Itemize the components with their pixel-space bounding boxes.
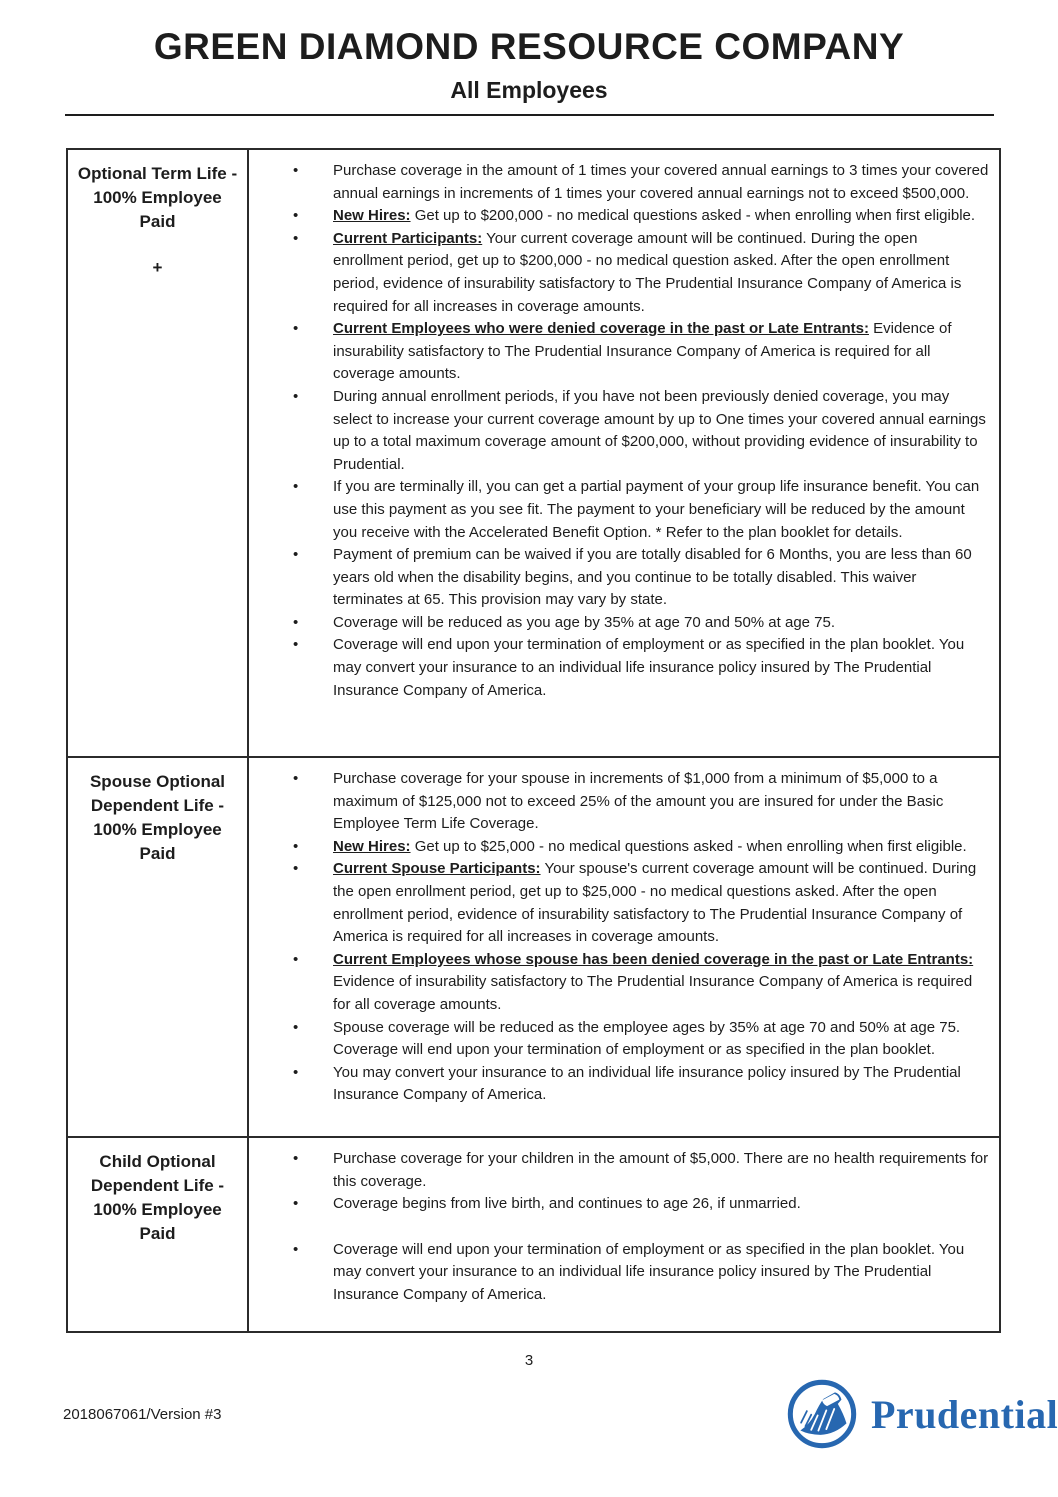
- bullet-icon: •: [293, 546, 299, 564]
- bullet-text: [333, 1148, 997, 1193]
- bullet-item: [249, 1148, 997, 1193]
- page-number: 3: [524, 1352, 534, 1369]
- bullet-body: Get up to $25,000 - no medical questions asked - when enrolling when first eligible.: [414, 837, 967, 855]
- bullet-icon: •: [293, 387, 299, 405]
- bullet-lead: Current Employees whose spouse has been denied coverage in the past or Late Entrants:: [333, 950, 974, 968]
- bullet-icon: •: [293, 613, 299, 631]
- bullet-text: [333, 1062, 997, 1107]
- row-label-text: Spouse Optional Dependent Life - 100% Employee Paid: [89, 772, 226, 863]
- bullet-icon: •: [293, 320, 299, 338]
- bullet-body: Coverage will be reduced as you age by 35% at age 70 and 50% at age 75.: [333, 613, 836, 631]
- bullet-body: During annual enrollment periods, if you have not been previously denied coverage, you may select to increase your current coverage amount by up to One times your covered annual earnings up to a total maximum coverage amount of $200,000, without providing evidence of insurability to Prudential.: [333, 387, 986, 473]
- bullet-icon: •: [293, 1150, 299, 1167]
- benefits-table: [66, 148, 1001, 1333]
- row-content: [249, 150, 999, 756]
- bullet-icon: •: [293, 1063, 299, 1081]
- bullet-text: [333, 1193, 997, 1216]
- table-row: [68, 758, 999, 1138]
- prudential-rock-icon: [786, 1378, 858, 1450]
- bullet-item: [249, 836, 997, 859]
- row-content: [249, 758, 999, 1136]
- bullet-item: [249, 612, 997, 635]
- bullet-item: [249, 544, 997, 612]
- bullet-item: [249, 318, 997, 386]
- document-id: 2018067061/Version #3: [63, 1406, 222, 1423]
- bullet-item: [249, 949, 997, 1017]
- bullet-icon: •: [293, 162, 299, 179]
- bullet-body: Get up to $200,000 - no medical questions asked - when enrolling when first eligible.: [414, 207, 976, 225]
- bullet-lead: New Hires:: [333, 207, 411, 225]
- page-title: GREEN DIAMOND RESOURCE COMPANY: [153, 26, 905, 67]
- bullet-item: [249, 1017, 997, 1062]
- bullet-body: Coverage begins from live birth, and continues to age 26, if unmarried.: [333, 1195, 801, 1213]
- prudential-logo-text: Prudential: [871, 1391, 1058, 1437]
- bullet-lead: Current Employees who were denied coverage in the past or Late Entrants:: [333, 320, 869, 338]
- bullet-text: [333, 386, 997, 476]
- bullet-icon: •: [293, 1195, 299, 1213]
- bullet-item: [249, 1193, 997, 1216]
- bullet-icon: •: [293, 1240, 299, 1258]
- row-label-text: Optional Term Life - 100% Employee Paid: [77, 164, 238, 231]
- table-row: [68, 1138, 999, 1331]
- bullet-body: You may convert your insurance to an individual life insurance policy insured by The Prudential Insurance Company of America.: [333, 1063, 961, 1104]
- row-label: [68, 1138, 249, 1331]
- bullet-text: [333, 160, 997, 205]
- bullet-item: [249, 634, 997, 702]
- row-content: [249, 1138, 999, 1331]
- row-label-suffix: +: [152, 258, 163, 277]
- bullet-body: If you are terminally ill, you can get a partial payment of your group life insurance benefit. You can use this payment as you see fit. The payment to your beneficiary will be reduced by the amount you receive with the Accelerated Benefit Option. * Refer to the plan booklet for details.: [333, 478, 980, 541]
- bullet-item: [249, 858, 997, 948]
- bullet-icon: •: [293, 837, 299, 855]
- bullet-text: [333, 318, 997, 386]
- document-header: [0, 0, 1058, 116]
- header-divider: [65, 114, 994, 116]
- bullet-icon: •: [293, 860, 299, 878]
- bullet-lead: Current Participants:: [333, 229, 483, 247]
- bullet-body: Evidence of insurability satisfactory to The Prudential Insurance Company of America is required for all coverage amounts.: [333, 320, 952, 383]
- bullet-body: Evidence of insurability satisfactory to The Prudential Insurance Company of America is required for all coverage amounts.: [333, 973, 973, 1013]
- bullet-body: Purchase coverage for your children in the amount of $5,000. There are no health requirements for this coverage.: [333, 1150, 989, 1190]
- bullet-item: [249, 386, 997, 476]
- bullet-body: Coverage will end upon your termination of employment or as specified in the plan booklet. You may convert your insurance to an individual life insurance policy insured by The Prudential Insurance Company of America.: [333, 636, 965, 699]
- bullet-body: Coverage will end upon your termination of employment or as specified in the plan booklet. You may convert your insurance to an individual life insurance policy insured by The Prudential Insurance Company of America.: [333, 1240, 965, 1303]
- bullet-text: [333, 1239, 997, 1307]
- page-subtitle: All Employees: [450, 77, 608, 103]
- bullet-body: Purchase coverage for your spouse in increments of $1,000 from a minimum of $5,000 to a maximum of $125,000 not to exceed 25% of the amount you are insured for under the Basic Employee Term Life Coverage.: [333, 770, 944, 833]
- bullet-text: [333, 228, 997, 318]
- bullet-body: Spouse coverage will be reduced as the employee ages by 35% at age 70 and 50% at age 75. Coverage will end upon your termination of employment or as specified in the plan booklet.: [333, 1018, 961, 1059]
- bullet-item: [249, 1239, 997, 1307]
- bullet-item: [249, 476, 997, 544]
- bullet-text: [333, 858, 997, 948]
- bullet-text: [333, 836, 997, 859]
- row-label: [68, 758, 249, 1136]
- row-label-text: Child Optional Dependent Life - 100% Employee Paid: [90, 1152, 225, 1243]
- bullet-body: Payment of premium can be waived if you are totally disabled for 6 Months, you are less than 60 years old when the disability begins, and you continue to be totally disabled. This waiver terminates at 65. This provision may vary by state.: [333, 546, 972, 609]
- bullet-text: [333, 768, 997, 836]
- bullet-item: [249, 228, 997, 318]
- row-label: [68, 150, 249, 756]
- bullet-text: [333, 1017, 997, 1062]
- bullet-body: Your current coverage amount will be continued. During the open enrollment period, get up to $200,000 - no medical question asked. After the open enrollment period, evidence of insurability satisfactory to The Prudential Insurance Company of America is required for all increases in coverage amounts.: [333, 229, 962, 315]
- bullet-item: [249, 1062, 997, 1107]
- bullet-icon: •: [293, 1018, 299, 1036]
- bullet-lead: Current Spouse Participants:: [333, 860, 541, 878]
- bullet-text: [333, 544, 997, 612]
- bullet-icon: •: [293, 229, 299, 247]
- bullet-lead: New Hires:: [333, 837, 411, 855]
- bullet-icon: •: [293, 478, 299, 496]
- bullet-text: [333, 612, 997, 635]
- table-row: [68, 150, 999, 758]
- bullet-icon: •: [293, 636, 299, 654]
- bullet-item: [249, 160, 997, 205]
- bullet-icon: •: [293, 950, 299, 968]
- bullet-icon: •: [293, 770, 299, 787]
- bullet-icon: •: [293, 207, 299, 225]
- bullet-item: [249, 768, 997, 836]
- bullet-body: Your spouse's current coverage amount will be continued. During the open enrollment period, get up to $25,000 - no medical questions asked. After the open enrollment period, evidence of insurability satisfactory to The Prudential Insurance Company of America is required for all increases in coverage amounts.: [333, 860, 977, 946]
- bullet-text: [333, 949, 997, 1017]
- bullet-body: Purchase coverage in the amount of 1 times your covered annual earnings to 3 times your covered annual earnings in increments of 1 times your covered annual earnings not to exceed $500,000.: [333, 162, 989, 202]
- bullet-item: [249, 205, 997, 228]
- bullet-text: [333, 476, 997, 544]
- prudential-logo: [786, 1378, 1058, 1450]
- bullet-text: [333, 205, 997, 228]
- bullet-text: [333, 634, 997, 702]
